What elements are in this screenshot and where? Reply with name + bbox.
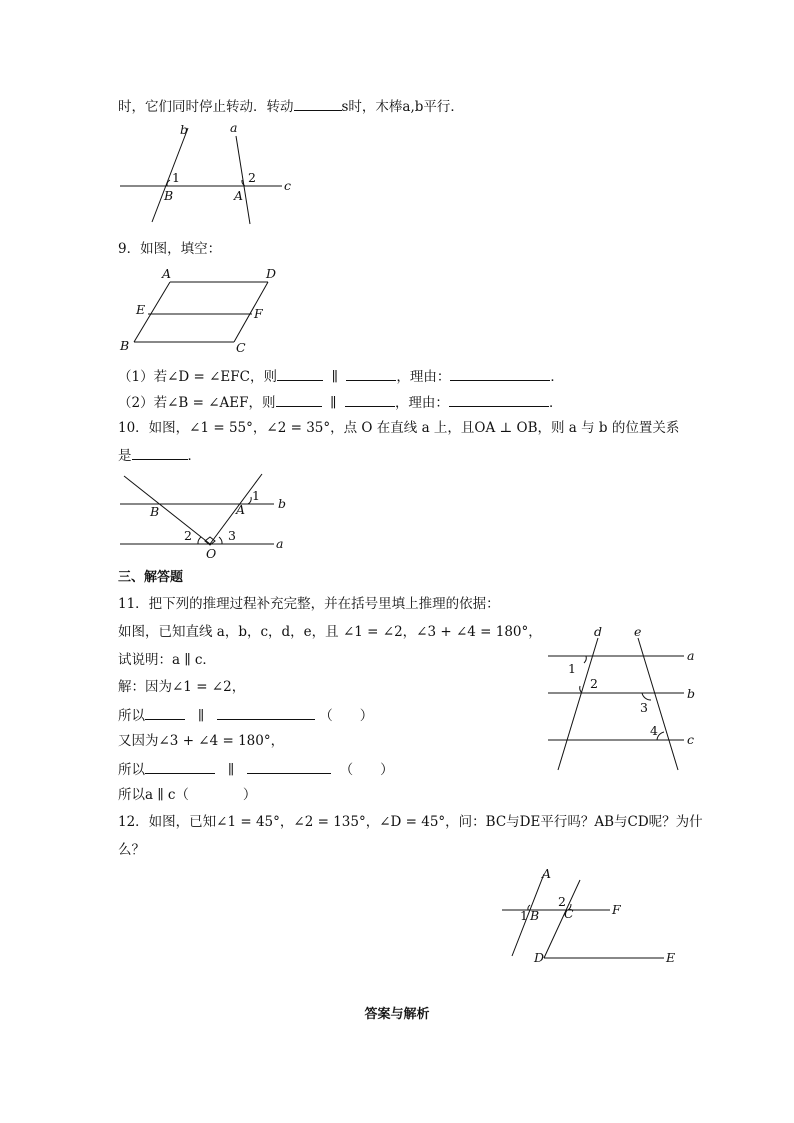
q9-part2: [118, 392, 562, 412]
q11-step2-parallel: ∥: [197, 708, 205, 724]
figure-10: [114, 470, 304, 561]
fig12-label-F: F: [612, 902, 621, 917]
q9-title: 9．如图，填空：: [118, 241, 222, 257]
fig10-label-O: O: [206, 546, 217, 561]
q9-p2-blank1[interactable]: [276, 392, 322, 407]
q11-step4-blank1[interactable]: [145, 759, 215, 774]
q10-line2-text: 是: [118, 448, 132, 464]
fig9-label-B: B: [120, 338, 130, 353]
q11-step5: 所以a ∥ c（ ）: [118, 787, 257, 803]
fig11-label-b: b: [687, 686, 696, 701]
figure-11: [546, 622, 706, 778]
q10-line1: 10．如图，∠1 = 55°，∠2 = 35°，点 O 在直线 a 上，且OA ⊥ OB，则 a 与 b 的位置关系: [118, 420, 680, 436]
q8-text-b: s时，木棒a,b平行．: [341, 99, 464, 115]
q11-step4-parallel: ∥: [227, 762, 235, 778]
fig10-label-a: a: [276, 536, 284, 551]
fig10-label-3: 3: [228, 528, 236, 543]
section-heading: 三、解答题: [118, 570, 184, 585]
q9-part1: [118, 366, 564, 386]
fig11-label-c: c: [687, 732, 695, 747]
fig12-label-A: A: [542, 866, 552, 881]
q9-p1-blank3[interactable]: [450, 366, 550, 381]
q11-step4: [118, 759, 394, 779]
fig11-label-2: 2: [590, 676, 598, 691]
fig8-label-B: B: [164, 188, 174, 203]
fig10-label-2: 2: [184, 528, 192, 543]
fig11-label-e: e: [634, 624, 642, 639]
fig10-label-B: B: [150, 504, 160, 519]
fig12-label-D: D: [534, 950, 545, 965]
q11-prove: 试说明：a ∥ c．: [118, 652, 216, 668]
q9-p2-blank3[interactable]: [449, 392, 549, 407]
q12-line2: 么？: [118, 842, 145, 858]
fig11-label-d: d: [594, 624, 603, 639]
fig11-label-3: 3: [640, 700, 648, 715]
q11-step2-text: 所以: [118, 708, 145, 724]
fig8-label-b: b: [180, 122, 189, 137]
q11-step4-blank2[interactable]: [247, 759, 331, 774]
q9-p1-end: ．: [550, 369, 564, 385]
q8-text: [118, 96, 464, 116]
q11-step3: 又因为∠3 + ∠4 = 180°，: [118, 733, 285, 749]
q9-p2-blank2[interactable]: [345, 392, 395, 407]
fig12-label-E: E: [666, 950, 676, 965]
fig11-label-a: a: [687, 648, 695, 663]
q10-line2: [118, 445, 201, 465]
fig12-label-1: 1: [520, 908, 528, 923]
q9-p2-end: ．: [548, 395, 563, 411]
q11-given: 如图，已知直线 a，b，c，d，e，且 ∠1 = ∠2，∠3 + ∠4 = 180°，: [118, 624, 542, 640]
q11-step1: 解：因为∠1 = ∠2，: [118, 679, 246, 695]
fig9-label-D: D: [266, 266, 277, 281]
q9-p1-reason: ，理由：: [396, 369, 451, 385]
fig8-label-1: 1: [172, 170, 180, 185]
q9-p2-reason: ，理由：: [394, 395, 449, 411]
fig9-label-F: F: [254, 306, 263, 321]
q11-step2-blank2[interactable]: [217, 705, 315, 720]
figure-8: [110, 118, 310, 228]
figure-9: [116, 264, 286, 356]
answers-title: 答案与解析: [364, 1007, 430, 1022]
q11-step2-blank1[interactable]: [145, 705, 185, 720]
fig10-label-1: 1: [252, 488, 260, 503]
fig9-label-C: C: [236, 340, 246, 355]
fig12-label-2: 2: [558, 894, 566, 909]
fig12-label-B: B: [530, 908, 540, 923]
fig9-label-A: A: [162, 266, 172, 281]
q11-step2: [118, 705, 373, 725]
fig12-label-C: C: [564, 906, 574, 921]
fig10-label-A: A: [236, 502, 246, 517]
q9-p1-parallel: ∥: [331, 369, 338, 385]
fig8-label-c: c: [284, 178, 292, 193]
fig11-label-4: 4: [650, 723, 658, 738]
q8-blank[interactable]: [294, 96, 342, 111]
fig8-label-A: A: [234, 188, 244, 203]
q11-step2-reason[interactable]: （ ）: [319, 708, 374, 724]
q9-p1-text: （1）若∠D = ∠EFC，则: [118, 369, 277, 385]
q11-step4-reason[interactable]: （ ）: [339, 762, 394, 778]
fig10-label-b: b: [278, 496, 287, 511]
q9-p1-blank2[interactable]: [346, 366, 396, 381]
q11-step4-text: 所以: [118, 762, 145, 778]
q11-title: 11．把下列的推理过程补充完整，并在括号里填上推理的依据：: [118, 596, 500, 612]
q8-text-a: 时，它们同时停止转动．转动: [118, 99, 294, 115]
fig11-label-1: 1: [568, 661, 576, 676]
q9-p1-blank1[interactable]: [277, 366, 323, 381]
q10-blank[interactable]: [132, 445, 188, 460]
q12-line1: 12．如图，已知∠1 = 45°，∠2 = 135°，∠D = 45°，问：BC与DE平行吗？AB与CD呢？为什: [118, 814, 703, 830]
fig8-label-2: 2: [248, 170, 256, 185]
fig9-label-E: E: [136, 302, 146, 317]
q10-line2-end: ．: [187, 448, 201, 464]
q9-p2-parallel: ∥: [330, 395, 337, 411]
q9-p2-text: （2）若∠B = ∠AEF，则: [118, 395, 276, 411]
fig8-label-a: a: [230, 120, 238, 135]
figure-12: [498, 862, 688, 968]
